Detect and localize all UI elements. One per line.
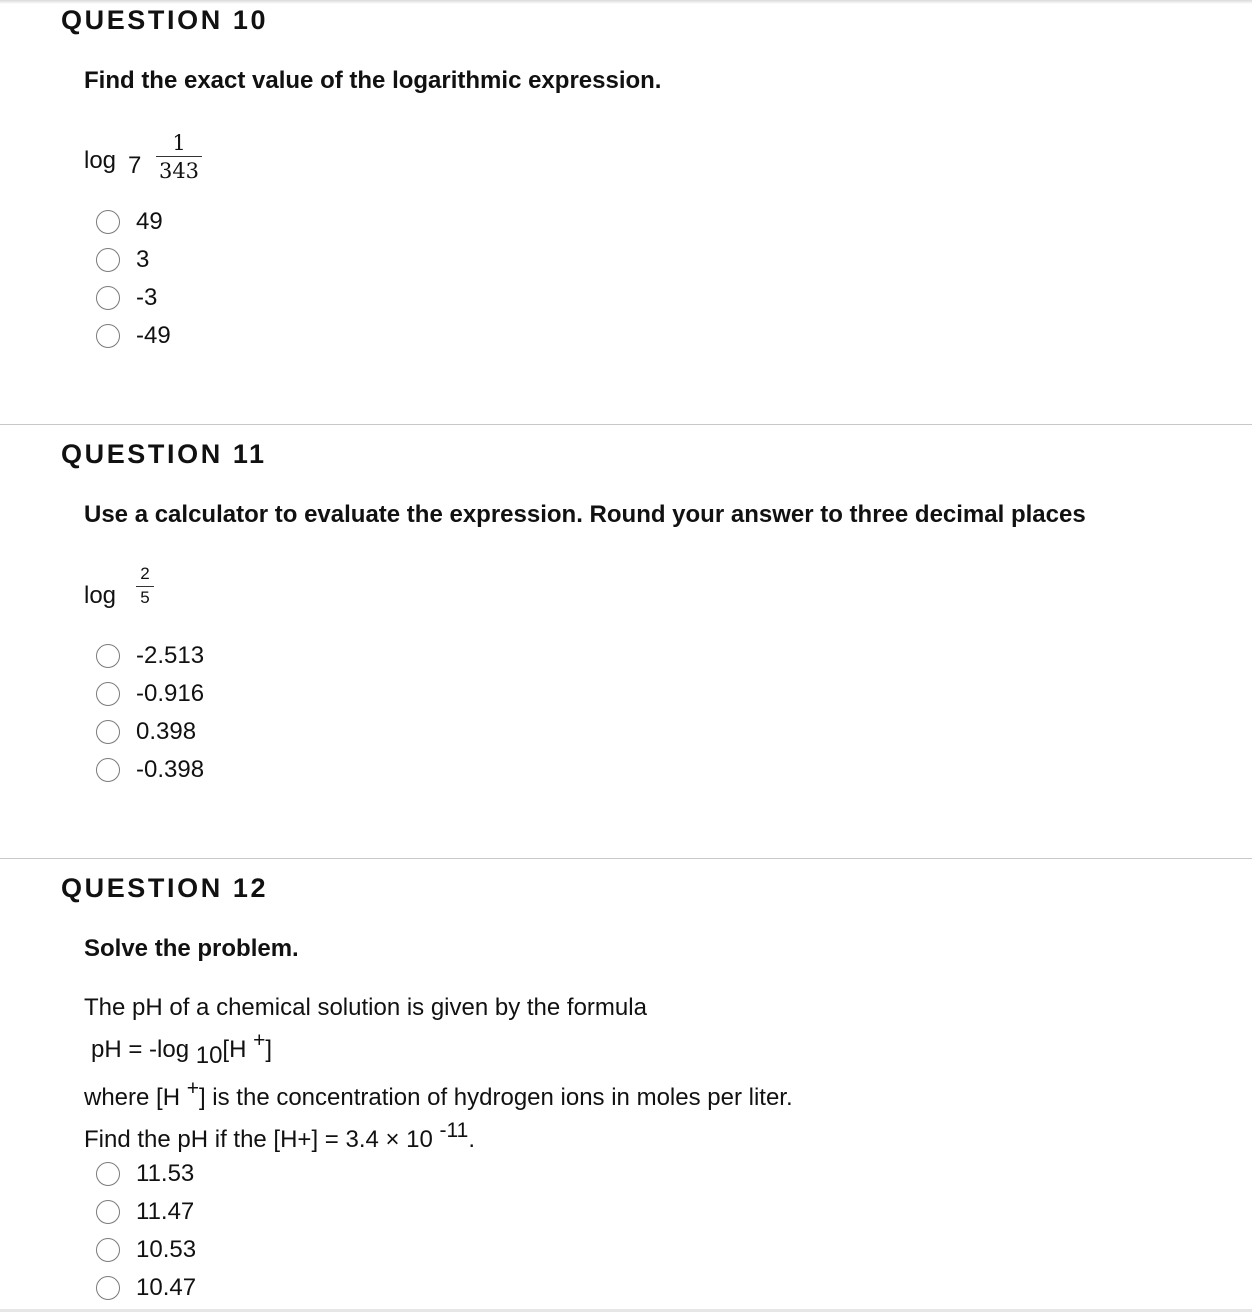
formula-bracket-close: ] — [265, 1036, 273, 1063]
problem-statement: The pH of a chemical solution is given by the formula — [84, 994, 647, 1021]
log-fraction — [136, 562, 154, 609]
choice-label: 10.53 — [136, 1236, 197, 1263]
radio-button[interactable] — [96, 1162, 120, 1186]
fraction-numerator: 2 — [140, 564, 150, 583]
choice-label: 3 — [136, 246, 150, 273]
radio-button[interactable] — [96, 758, 120, 782]
problem-question — [84, 1119, 476, 1154]
top-edge-shadow — [0, 0, 1252, 4]
choice-label: 10.47 — [136, 1274, 197, 1301]
choice-label: 49 — [136, 208, 163, 235]
choice-label: 0.398 — [136, 718, 197, 745]
choice-label: -0.398 — [136, 756, 205, 783]
radio-button[interactable] — [96, 682, 120, 706]
definition-superscript: + — [186, 1077, 199, 1100]
definition-prefix: where [H — [84, 1084, 187, 1111]
radio-button[interactable] — [96, 1200, 120, 1224]
question-heading: QUESTION 10 — [61, 5, 269, 35]
radio-button[interactable] — [96, 210, 120, 234]
question-suffix: . — [468, 1126, 476, 1153]
question-divider — [0, 424, 1252, 425]
choice-label: 11.47 — [136, 1198, 195, 1225]
question-exponent: -11 — [439, 1119, 469, 1142]
radio-button[interactable] — [96, 286, 120, 310]
formula-superscript: + — [253, 1029, 266, 1052]
fraction-numerator: 1 — [172, 131, 186, 155]
formula-prefix: pH = -log — [91, 1036, 196, 1063]
problem-definition — [84, 1077, 793, 1112]
log-fraction — [156, 130, 202, 185]
question-heading: QUESTION 12 — [61, 873, 269, 903]
choice-label: -49 — [136, 322, 171, 349]
question-instruction: Solve the problem. — [84, 935, 299, 962]
choice-label: -3 — [136, 284, 158, 311]
log-function: log — [84, 582, 117, 609]
fraction-denominator: 5 — [140, 588, 150, 607]
log-function: log — [84, 147, 117, 174]
choice-label: -0.916 — [136, 680, 205, 707]
formula-log-base: 10 — [195, 1042, 223, 1069]
log-base: 7 — [128, 152, 142, 179]
question-heading: QUESTION 11 — [61, 439, 267, 469]
ph-formula — [91, 1029, 273, 1069]
definition-suffix: ] is the concentration of hydrogen ions in moles per liter. — [198, 1084, 793, 1111]
choice-label: 11.53 — [136, 1160, 195, 1187]
question-instruction: Find the exact value of the logarithmic expression. — [84, 67, 662, 94]
question-divider — [0, 858, 1252, 859]
choice-label: -2.513 — [136, 642, 205, 669]
radio-button[interactable] — [96, 1238, 120, 1262]
question-instruction: Use a calculator to evaluate the expression. Round your answer to three decimal places — [84, 501, 1086, 528]
formula-bracket-open: [H — [222, 1036, 254, 1063]
fraction-denominator: 343 — [158, 159, 200, 183]
radio-button[interactable] — [96, 248, 120, 272]
question-prefix: Find the pH if the [H+] = 3.4 × 10 — [84, 1126, 440, 1153]
radio-button[interactable] — [96, 644, 120, 668]
radio-button[interactable] — [96, 1276, 120, 1300]
radio-button[interactable] — [96, 720, 120, 744]
radio-button[interactable] — [96, 324, 120, 348]
